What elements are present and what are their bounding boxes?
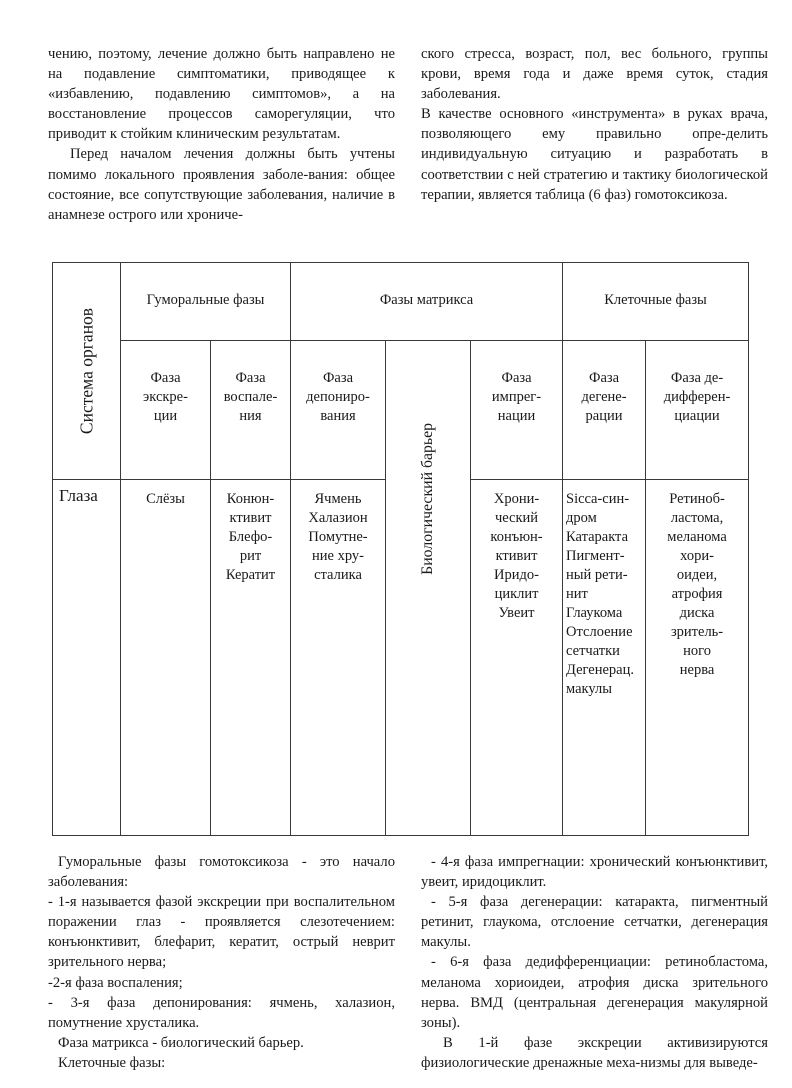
cell-text [211,480,290,585]
line: ный рети- [566,566,628,583]
cell-text: Глаза [59,485,98,505]
line: сталика [314,566,362,583]
row-header-label: Система органов [75,307,96,435]
paragraph: В качестве основного «инструмента» в руках врача, позволяющего ему правильно опре-делить индивидуальную ситуацию и разработать в соответствии с ней стратегию и тактику биологической терапии, является таблица (6 фаз) гомотоксикоза. [421,106,768,203]
paragraph: ского стресса, возраст, пол, вес больного, группы крови, время года и даже время суток, стадия заболевания. [421,46,768,103]
subheader-dedifferentiation-phase [646,340,749,479]
line: вания [320,407,356,424]
line: Фаза [589,369,620,386]
line: Иридо- [494,566,539,583]
line: ктивит [495,547,538,564]
cell-degeneration [563,479,646,835]
paragraph: Перед началом лечения должны быть учтены помимо локального проявления заболе-вания: общее состояние, все сопутствующие заболевания, наличие в анамнезе острого или хрониче- [48,146,395,223]
subheader-excretion-phase [121,340,211,479]
paragraph: - 4-я фаза импрегнации: хронический конъюнктивит, увеит, иридоциклит. [421,854,768,891]
top-text-left-column [48,44,395,225]
row-header-system-of-organs [53,263,121,480]
line: экскре- [143,388,188,405]
line: Фаза [150,369,181,386]
group-header-cellular-phases: Клеточные фазы [563,263,749,341]
cell-impregnation [471,479,563,835]
line: нации [497,407,536,424]
biological-barrier-column [386,340,471,835]
line: Ретиноб- [669,490,725,507]
cell-inflammation [211,479,291,835]
line: атрофия [671,585,723,602]
paragraph: чению, поэтому, лечение должно быть направлено не на подавление симптоматики, приводящее к «избавлению, подавлению симптомов», а на восстановление процессов саморегуляции, что приводит к стойким клиническим результатам. [48,46,395,143]
cell-text [471,480,562,623]
line: нит [566,585,588,602]
line: Халазион [308,509,368,526]
line: Дегенерац. [566,661,634,678]
line: оидеи, [676,566,718,583]
line: Глаукома [566,604,623,621]
paragraph: - 5-я фаза дегенерации: катаракта, пигментный ретинит, глаукома, отслоение сетчатки, дегенерация макулы. [421,894,768,951]
cell-text [121,480,210,509]
cell-text [563,480,645,699]
subheader-inflammation-phase [211,340,291,479]
cell-text [646,480,748,680]
line: конъюн- [490,528,543,545]
cell-organ-system [53,479,121,835]
group-header-humoral-phases: Гуморальные фазы [121,263,291,341]
line: Помутне- [308,528,368,545]
line: ции [153,407,178,424]
line: Фаза [322,369,354,386]
paragraph: Клеточные фазы: [58,1054,166,1071]
line: воспале- [223,388,278,405]
line: диска [679,604,715,621]
paragraph: Гуморальные фазы гомотоксикоза - это начало заболевания: [48,854,395,891]
line: меланома [667,528,727,545]
line: рит [239,547,262,564]
top-text-right-column [421,44,768,225]
paragraph: - 1-я называется фазой экскреции при воспалительном поражении глаз - проявляется слезотечением: конъюнктивит, блефарит, кератит, острый неврит зрительного нерва; [48,894,395,971]
line: ния [239,407,262,424]
line: Фаза [235,369,266,386]
line: депониро- [306,388,370,405]
line: ние хру- [312,547,364,564]
table-header-group-row [53,263,749,341]
top-text-block [48,44,768,225]
line: Фаза де- [670,369,724,386]
line: зритель- [670,623,724,640]
cell-text [291,480,385,585]
cell-excretion [121,479,211,835]
line: Хрони- [493,490,540,507]
cell-deposition [291,479,386,835]
biological-barrier-label: Биологический барьер [419,422,437,575]
subheader-degeneration-phase [563,340,646,479]
line: Отслоение [566,623,633,640]
paragraph: -2-я фаза воспаления; [48,974,183,991]
line: циклит [494,585,539,602]
line: Sicca-син- [566,490,630,507]
line: макулы [566,680,612,697]
line: ческий [494,509,539,526]
line: ного [683,642,711,659]
line: дегене- [581,388,627,405]
line: ластома, [670,509,724,526]
paragraph: Фаза матрикса - биологический барьер. [58,1034,304,1051]
line: Конюн- [226,490,275,507]
subheader-impregnation-phase [471,340,563,479]
paragraph: В 1-й фазе экскреции активизируются физиологические дренажные меха-низмы для выведе- [421,1034,768,1071]
line: дром [566,509,597,526]
homotoxicosis-phase-table [52,262,749,836]
line: Фаза [501,369,532,386]
line: Блефо- [228,528,273,545]
line: Кератит [225,566,276,583]
line: нерва [679,661,715,678]
cell-dedifferentiation [646,479,749,835]
line: циации [674,407,720,424]
line: Пигмент- [566,547,625,564]
line: дифферен- [663,388,731,405]
bottom-text-right-column [421,852,768,1073]
line: Катаракта [566,528,629,545]
bottom-text-left-column [48,852,395,1073]
line: ктивит [229,509,272,526]
line: Ячмень [314,490,362,507]
table-subheader-row [53,340,749,479]
line: рации [585,407,623,424]
paragraph: - 3-я фаза депонирования: ячмень, халазион, помутнение хрусталика. [48,994,395,1031]
paragraph: - 6-я фаза дедифференциации: ретинобластома, меланома хориоидеи, атрофия диска зрительного нерва. ВМД (центральная дегенерация макулярной зоны). [421,954,768,1031]
bottom-text-block [48,852,768,1073]
line: хори- [680,547,714,564]
group-header-matrix-phases: Фазы матрикса [291,263,563,341]
subheader-deposition-phase [291,340,386,479]
line: Слёзы [146,490,185,507]
line: сетчатки [566,642,620,659]
line: Увеит [498,604,535,621]
line: импрег- [491,388,542,405]
